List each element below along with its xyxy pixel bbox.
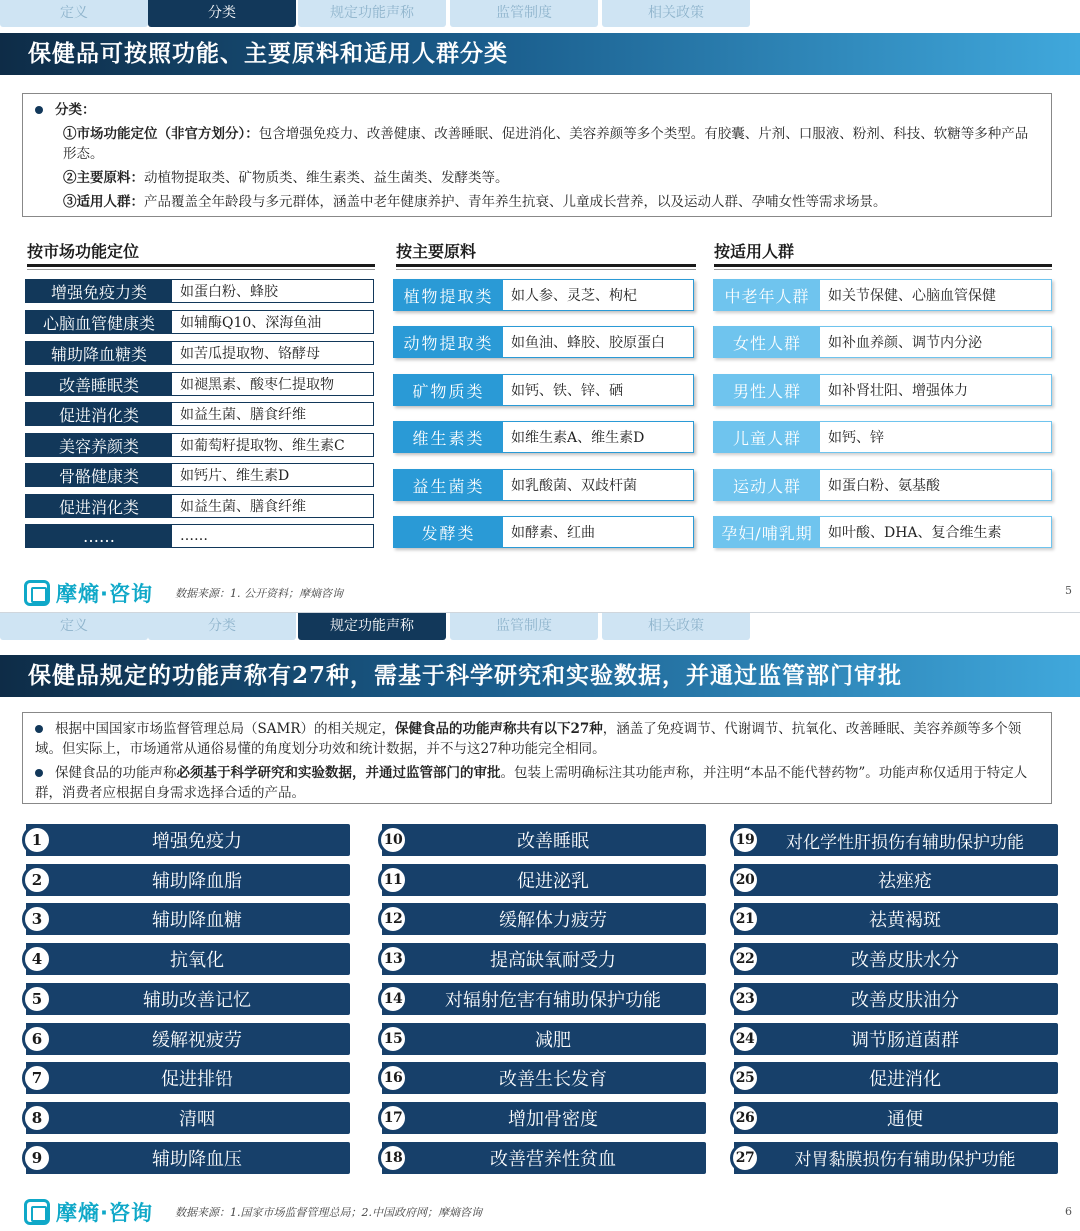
claim-label xyxy=(734,983,1058,1015)
claim-number: 13 xyxy=(378,944,408,974)
claim-text: 对辐射危害有辅助保护功能 xyxy=(445,989,661,1011)
tab-definition[interactable]: 定义 xyxy=(0,0,148,27)
list-item xyxy=(713,279,1052,311)
claim-label xyxy=(734,1142,1058,1174)
tab-regulation[interactable]: 监管制度 xyxy=(450,613,598,640)
list-item xyxy=(25,463,374,487)
claim-label xyxy=(734,1062,1058,1094)
claim-text: 辅助降血糖 xyxy=(152,910,242,932)
claim-text: 祛痤疮 xyxy=(878,870,932,892)
claim-number: 2 xyxy=(22,865,52,895)
page-title: 保健品可按照功能、主要原料和适用人群分类 xyxy=(0,33,1080,75)
summary-p3-text: 产品覆盖全年龄段与多元群体，涵盖中老年健康养护、青年养生抗衰、儿童成长营养，以及运动人群、孕哺女性等需求场景。 xyxy=(144,194,887,210)
claim-label xyxy=(26,824,350,856)
list-item xyxy=(25,310,374,334)
list-item xyxy=(393,279,694,311)
category-label: 增强免疫力类 xyxy=(26,280,172,302)
claim-label xyxy=(26,1062,350,1094)
claim-number: 18 xyxy=(378,1143,408,1173)
claim-label xyxy=(734,864,1058,896)
category-example: 如人参、灵芝、枸杞 xyxy=(503,280,693,310)
tab-policy[interactable]: 相关政策 xyxy=(602,613,750,640)
summary-p2-label: ②主要原料： xyxy=(63,170,144,186)
slide-function-claims xyxy=(0,612,1080,1231)
list-item xyxy=(393,516,694,548)
claim-number: 17 xyxy=(378,1103,408,1133)
claim-label xyxy=(382,1062,706,1094)
claim-text: 辅助降血压 xyxy=(152,1148,242,1170)
tab-function-claims[interactable]: 规定功能声称 xyxy=(298,613,446,640)
claim-number: 12 xyxy=(378,904,408,934)
claim-number: 3 xyxy=(22,904,52,934)
claim-text: 改善皮肤水分 xyxy=(851,950,959,972)
claim-number: 27 xyxy=(730,1143,760,1173)
b2-text-c: 。包装上需明确标注其功能声称，并注明“本品不能代替药物”。功能声称仅适用于特定人群，消费者应根据自身需求选择合适的产品。 xyxy=(35,765,1028,801)
claim-label xyxy=(382,983,706,1015)
claim-number: 7 xyxy=(22,1063,52,1093)
claim-number: 15 xyxy=(378,1024,408,1054)
b1-text-b: 保健食品的功能声称共有以下27种 xyxy=(395,721,603,737)
claim-number: 20 xyxy=(730,865,760,895)
summary-p1-text: 包含增强免疫力、改善健康、改善睡眠、促进消化、美容养颜等多个类型。有胶囊、片剂、口服液、粉剂、科技、软糖等多种产品形态。 xyxy=(63,126,1029,162)
claim-text: 改善睡眠 xyxy=(517,831,589,852)
claim-number: 23 xyxy=(730,984,760,1014)
category-label: 发酵类 xyxy=(394,517,503,547)
category-label: …… xyxy=(26,525,172,547)
category-example: 如酵素、红曲 xyxy=(503,517,693,547)
category-label: 促进消化类 xyxy=(26,403,172,425)
bullet-icon xyxy=(35,769,43,777)
claim-number: 19 xyxy=(730,825,760,855)
summary-heading: 分类： xyxy=(55,102,96,118)
claim-number: 4 xyxy=(22,944,52,974)
claim-label xyxy=(26,864,350,896)
claim-label xyxy=(734,1023,1058,1055)
category-example: 如钙片、维生素D xyxy=(172,464,373,486)
claim-text: 改善营养性贫血 xyxy=(490,1148,616,1170)
claim-label xyxy=(382,1142,706,1174)
bullet-icon xyxy=(35,106,43,114)
claim-label xyxy=(734,824,1058,856)
list-item xyxy=(713,421,1052,453)
page-number: 6 xyxy=(1065,1205,1072,1218)
list-item xyxy=(393,421,694,453)
category-label: 美容养颜类 xyxy=(26,434,172,456)
list-item xyxy=(713,516,1052,548)
category-example: 如补肾壮阳、增强体力 xyxy=(820,375,1051,405)
claim-text: 增加骨密度 xyxy=(508,1108,598,1130)
list-item xyxy=(713,326,1052,358)
list-item xyxy=(25,494,374,518)
category-example: 如苦瓜提取物、铬酵母 xyxy=(172,342,373,364)
claim-text: 缓解体力疲劳 xyxy=(499,910,607,932)
category-label: 运动人群 xyxy=(714,470,820,500)
category-example: 如乳酸菌、双歧杆菌 xyxy=(503,470,693,500)
claim-number: 10 xyxy=(378,825,408,855)
claim-text: 清咽 xyxy=(179,1108,215,1130)
list-item xyxy=(713,469,1052,501)
category-example: 如补血养颜、调节内分泌 xyxy=(820,327,1051,357)
list-item xyxy=(25,433,374,457)
claim-label xyxy=(26,1023,350,1055)
category-label: 改善睡眠类 xyxy=(26,373,172,395)
page-title: 保健品规定的功能声称有27种，需基于科学研究和实验数据，并通过监管部门审批 xyxy=(0,655,1080,697)
page-number: 5 xyxy=(1065,584,1072,597)
claim-label xyxy=(26,1102,350,1134)
category-example: 如维生素A、维生素D xyxy=(503,422,693,452)
claim-number: 26 xyxy=(730,1103,760,1133)
claim-number: 25 xyxy=(730,1063,760,1093)
logo: 摩熵·咨询 xyxy=(56,1201,153,1225)
list-item xyxy=(25,372,374,396)
list-item xyxy=(393,374,694,406)
claim-text: 促进泌乳 xyxy=(517,870,589,892)
summary-p3-label: ③适用人群： xyxy=(63,194,144,210)
claim-text: 提高缺氧耐受力 xyxy=(490,950,616,972)
logo-icon xyxy=(24,1199,50,1225)
category-label: 儿童人群 xyxy=(714,422,820,452)
claim-number: 9 xyxy=(22,1143,52,1173)
category-example: 如钙、锌 xyxy=(820,422,1051,452)
claim-label xyxy=(26,903,350,935)
b1-text-c: ，涵盖了免疫调节、代谢调节、抗氧化、改善睡眠、美容养颜等多个领域。但实际上，市场通常从通俗易懂的角度划分功效和统计数据，并不与这27种功能完全相同。 xyxy=(35,721,1022,757)
claim-number: 11 xyxy=(378,865,408,895)
footer xyxy=(24,578,343,608)
category-example: 如葡萄籽提取物、维生素C xyxy=(172,434,373,456)
claim-text: 改善生长发育 xyxy=(499,1069,607,1091)
category-label: 动物提取类 xyxy=(394,327,503,357)
category-label: 中老年人群 xyxy=(714,280,820,310)
claims-summary-box xyxy=(22,712,1052,804)
category-label: 植物提取类 xyxy=(394,280,503,310)
section-header-target-group: 按适用人群 xyxy=(714,241,1052,267)
list-item xyxy=(393,326,694,358)
tab-classification[interactable]: 分类 xyxy=(148,613,296,640)
claim-text: 促进排铅 xyxy=(161,1069,233,1091)
claim-number: 8 xyxy=(22,1103,52,1133)
category-example: 如叶酸、DHA、复合维生素 xyxy=(820,517,1051,547)
category-label: 维生素类 xyxy=(394,422,503,452)
claim-label xyxy=(26,983,350,1015)
summary-p1-label: ①市场功能定位（非官方划分）： xyxy=(63,126,259,142)
category-label: 益生菌类 xyxy=(394,470,503,500)
claim-text: 对化学性肝损伤有辅助保护功能 xyxy=(786,832,1024,853)
claim-number: 14 xyxy=(378,984,408,1014)
claim-label xyxy=(382,943,706,975)
b2-text-b: 必须基于科学研究和实验数据，并通过监管部门的审批 xyxy=(176,765,501,781)
claim-label xyxy=(734,943,1058,975)
claim-label xyxy=(26,1142,350,1174)
claim-text: 改善皮肤油分 xyxy=(851,989,959,1011)
claim-text: 通便 xyxy=(887,1108,923,1130)
category-label: 心脑血管健康类 xyxy=(26,311,172,333)
data-source: 数据来源：1.国家市场监督管理总局；2.中国政府网；摩熵咨询 xyxy=(174,1206,482,1219)
list-item xyxy=(713,374,1052,406)
claim-number: 24 xyxy=(730,1024,760,1054)
category-label: 辅助降血糖类 xyxy=(26,342,172,364)
category-example: 如益生菌、膳食纤维 xyxy=(172,495,373,517)
claim-label xyxy=(26,943,350,975)
category-example: 如褪黑素、酸枣仁提取物 xyxy=(172,373,373,395)
claim-text: 增强免疫力 xyxy=(152,831,242,852)
tab-policy[interactable]: 相关政策 xyxy=(602,0,750,27)
slide-classification xyxy=(0,0,1080,612)
category-example: 如鱼油、蜂胶、胶原蛋白 xyxy=(503,327,693,357)
tab-function-claims[interactable]: 规定功能声称 xyxy=(298,0,446,27)
classification-summary-box xyxy=(22,93,1052,217)
summary-p2-text: 动植物提取类、矿物质类、维生素类、益生菌类、发酵类等。 xyxy=(144,170,509,186)
list-item xyxy=(25,341,374,365)
claim-number: 6 xyxy=(22,1024,52,1054)
claim-number: 1 xyxy=(22,825,52,855)
footer xyxy=(24,1197,482,1227)
claim-number: 16 xyxy=(378,1063,408,1093)
category-label: 女性人群 xyxy=(714,327,820,357)
section-header-raw-material: 按主要原料 xyxy=(396,241,696,267)
bullet-icon xyxy=(35,725,43,733)
claim-text: 辅助降血脂 xyxy=(152,870,242,892)
claim-label xyxy=(734,903,1058,935)
claim-label xyxy=(382,903,706,935)
logo-icon xyxy=(24,580,50,606)
b2-text-a: 保健食品的功能声称 xyxy=(55,765,177,781)
category-label: 矿物质类 xyxy=(394,375,503,405)
claim-label xyxy=(734,1102,1058,1134)
claim-label xyxy=(382,864,706,896)
tab-bar xyxy=(0,613,760,640)
logo: 摩熵·咨询 xyxy=(56,582,153,606)
claim-text: 抗氧化 xyxy=(170,950,224,972)
category-example: 如辅酶Q10、深海鱼油 xyxy=(172,311,373,333)
list-item xyxy=(393,469,694,501)
claim-text: 对胃黏膜损伤有辅助保护功能 xyxy=(794,1150,1016,1171)
claim-text: 祛黄褐斑 xyxy=(869,910,941,932)
category-example: …… xyxy=(172,525,373,547)
category-label: 孕妇/哺乳期 xyxy=(714,517,820,547)
claim-text: 调节肠道菌群 xyxy=(851,1029,959,1051)
category-example: 如益生菌、膳食纤维 xyxy=(172,403,373,425)
category-label: 男性人群 xyxy=(714,375,820,405)
list-item xyxy=(25,402,374,426)
claim-label xyxy=(382,824,706,856)
category-example: 如关节保健、心脑血管保健 xyxy=(820,280,1051,310)
list-item xyxy=(25,524,374,548)
claim-number: 5 xyxy=(22,984,52,1014)
tab-definition[interactable]: 定义 xyxy=(0,613,148,640)
claim-number: 21 xyxy=(730,904,760,934)
claim-number: 22 xyxy=(730,944,760,974)
category-example: 如蛋白粉、蜂胶 xyxy=(172,280,373,302)
list-item xyxy=(25,279,374,303)
category-example: 如蛋白粉、氨基酸 xyxy=(820,470,1051,500)
claim-label xyxy=(382,1102,706,1134)
tab-classification[interactable]: 分类 xyxy=(148,0,296,27)
category-example: 如钙、铁、锌、硒 xyxy=(503,375,693,405)
claim-text: 促进消化 xyxy=(869,1069,941,1091)
claim-label xyxy=(382,1023,706,1055)
b1-text-a: 根据中国国家市场监督管理总局（SAMR）的相关规定， xyxy=(55,721,395,737)
category-label: 促进消化类 xyxy=(26,495,172,517)
data-source: 数据来源：1. 公开资料；摩熵咨询 xyxy=(174,587,343,600)
tab-bar xyxy=(0,0,760,27)
claim-text: 减肥 xyxy=(535,1029,571,1051)
section-header-market-function: 按市场功能定位 xyxy=(27,241,375,267)
claim-text: 缓解视疲劳 xyxy=(152,1029,242,1051)
tab-regulation[interactable]: 监管制度 xyxy=(450,0,598,27)
claim-text: 辅助改善记忆 xyxy=(143,989,251,1011)
category-label: 骨骼健康类 xyxy=(26,464,172,486)
